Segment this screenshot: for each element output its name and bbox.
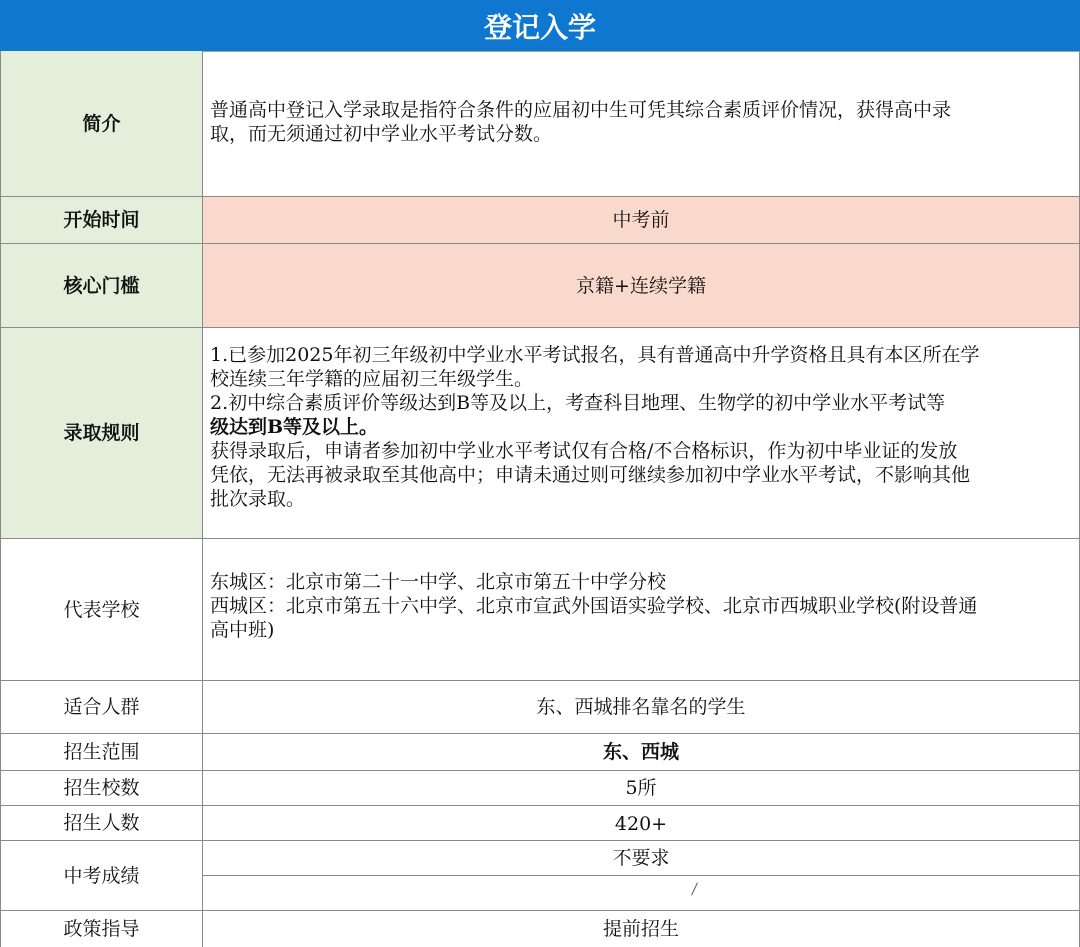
value-policy: 提前招生 bbox=[203, 911, 1080, 947]
label-school-count: 招生校数 bbox=[0, 771, 203, 806]
rules-line-3: 2.初中综合素质评价等级达到B等及以上，考查科目地理、生物学的初中学业水平考试等 bbox=[210, 392, 946, 414]
rules-line-2: 校连续三年学籍的应届初三年级学生。 bbox=[210, 368, 534, 390]
label-rules: 录取规则 bbox=[0, 328, 203, 539]
value-intro bbox=[203, 51, 1080, 197]
value-schools bbox=[203, 539, 1080, 681]
empty-cell bbox=[203, 876, 1080, 911]
rules-line-7: 批次录取。 bbox=[210, 488, 306, 510]
rules-line-6: 凭依，无法再被录取至其他高中；申请未通过则可继续参加初中学业水平考试，不影响其他 bbox=[210, 464, 971, 486]
value-enrollment: 420+ bbox=[203, 806, 1080, 841]
schools-line-1: 东城区：北京市第二十一中学、北京市第五十中学分校 bbox=[210, 571, 667, 593]
label-audience: 适合人群 bbox=[0, 681, 203, 734]
value-threshold: 京籍+连续学籍 bbox=[203, 244, 1080, 328]
schools-line-3: 高中班) bbox=[210, 619, 275, 641]
label-enrollment: 招生人数 bbox=[0, 806, 203, 841]
rules-line-4: 级达到B等及以上。 bbox=[210, 416, 379, 438]
label-policy: 政策指导 bbox=[0, 911, 203, 947]
value-school-count: 5所 bbox=[203, 771, 1080, 806]
value-audience: 东、西城排名靠名的学生 bbox=[203, 681, 1080, 734]
rules-line-5: 获得录取后，申请者参加初中学业水平考试仅有合格/不合格标识，作为初中毕业证的发放 bbox=[210, 440, 958, 462]
value-scope: 东、西城 bbox=[203, 734, 1080, 771]
label-intro: 简介 bbox=[0, 51, 203, 197]
intro-line-1: 普通高中登记入学录取是指符合条件的应届初中生可凭其综合素质评价情况，获得高中录 bbox=[210, 99, 952, 121]
admission-table bbox=[0, 51, 1080, 947]
label-scope: 招生范围 bbox=[0, 734, 203, 771]
intro-line-2: 取，而无须通过初中学业水平考试分数。 bbox=[210, 123, 553, 145]
label-exam-score: 中考成绩 bbox=[0, 841, 203, 911]
label-schools: 代表学校 bbox=[0, 539, 203, 681]
value-start-time: 中考前 bbox=[203, 197, 1080, 244]
value-exam-score: 不要求 bbox=[203, 841, 1080, 876]
value-rules bbox=[203, 328, 1080, 539]
table-title: 登记入学 bbox=[0, 0, 1080, 52]
rules-line-1: 1.已参加2025年初三年级初中学业水平考试报名，具有普通高中升学资格且具有本区所在学 bbox=[210, 344, 980, 366]
label-threshold: 核心门槛 bbox=[0, 244, 203, 328]
schools-line-2: 西城区：北京市第五十六中学、北京市宣武外国语实验学校、北京市西城职业学校(附设普通 bbox=[210, 595, 978, 617]
label-start-time: 开始时间 bbox=[0, 197, 203, 244]
